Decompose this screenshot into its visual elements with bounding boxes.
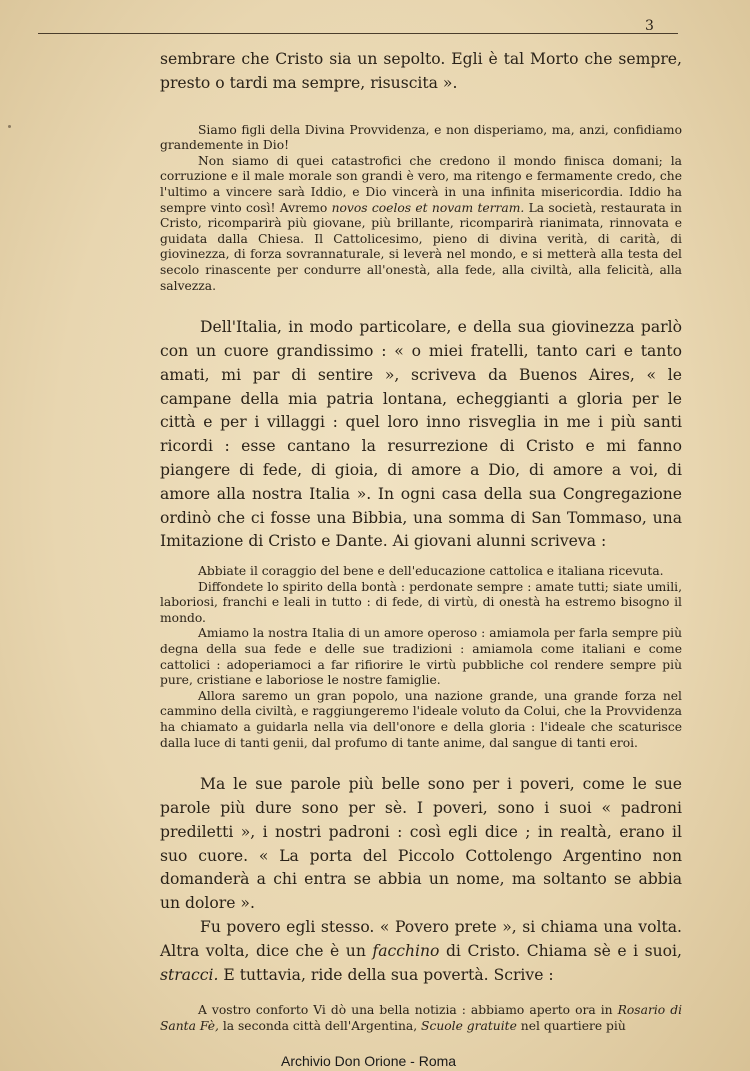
paragraph-9: Ma le sue parole più belle sono per i poveri, come le sue parole più dure sono per sè. I poveri, sono i suoi « padroni prediletti », i nostri padroni : così egli dice ; in realtà, erano il suo cuore. « La porta del Piccolo Cottolengo Argentino non domanderà a chi entra se abbia un nome, ma soltanto se abbia un dolore ». (160, 775, 682, 913)
header-rule (38, 33, 678, 34)
paragraph-1: sembrare che Cristo sia un sepolto. Egli è tal Morto che sempre, presto o tardi ma sempre, risuscita ». (160, 50, 682, 92)
text-body (160, 48, 682, 1035)
paragraph-7: Amiamo la nostra Italia di un amore operoso : amiamola per farla sempre più degna della sua fede e delle sue tradizioni : amiamola come italiani e come cattolici : adoperiamoci a far rifiorire le virtù pubbliche col rendere sempre più pure, cristiane e laboriose le nostre famiglie. (160, 626, 682, 688)
paragraph-3: Non siamo di quei catastrofici che credono il mondo finisca domani; la corruzione e il male morale son grandi è vero, ma ritengo e fermamente credo, che l'ultimo a vincere sarà Iddio, e Dio vincerà in una infinita misericordia. Iddio ha sempre vinto così! Avremo novos coelos et novam terram. La società, restaurata in Cristo, ricomparirà più giovane, più brillante, ricomparirà rianimata, rinnovata e guidata dalla Chiesa. Il Cattolicesimo, pieno di divina verità, di carità, di giovinezza, di forza sovrannaturale, si leverà nel mondo, e si metterà alla testa del secolo rinascente per condurre all'onestà, alla fede, alla civiltà, alla felicità, alla salvezza. (160, 153, 682, 293)
paper-speck (8, 125, 11, 128)
paragraph-2: Siamo figli della Divina Provvidenza, e non disperiamo, ma, anzi, confidiamo grandemente in Dio! (160, 122, 682, 153)
latin-quote: novos coelos et novam terram. (331, 200, 525, 215)
paragraph-4: Dell'Italia, in modo particolare, e della sua giovinezza parlò con un cuore grandissimo : « o miei fratelli, tanto cari e tanto amati, mi par di sentire », scriveva da Buenos Aires, « le campane della mia patria lontana, echeggianti a gloria per le città e per i villaggi : quel loro inno risveglia in me i più santi ricordi : esse cantano la resurrezione di Cristo e mi fanno piangere di fede, di gioia, di amore a Dio, di amore a voi, di amore alla nostra Italia ». In ogni casa della sua Congregazione ordinò che ci fosse una Bibbia, una somma di San Tommaso, una Imitazione di Cristo e Dante. Ai giovani alunni scriveva : (160, 318, 682, 551)
paragraph-5: Abbiate il coraggio del bene e dell'educazione cattolica e italiana ricevuta. (198, 564, 664, 579)
page-number: 3 (645, 18, 654, 34)
paragraph-10: Fu povero egli stesso. « Povero prete », si chiama una volta. Altra volta, dice che è un facchino di Cristo. Chiama sè e i suoi, stracci. E tuttavia, ride della sua povertà. Scrive : (160, 918, 682, 984)
paragraph-11: A vostro conforto Vi dò una bella notizia : abbiamo aperto ora in Rosario di Santa Fè, la seconda città dell'Argentina, Scuole gratuite nel quartiere più (160, 1003, 682, 1033)
paragraph-6: Diffondete lo spirito della bontà : perdonate sempre : amate tutti; siate umili, laboriosi, franchi e leali in tutto : di fede, di virtù, di onestà ha estremo bisogno il mondo. (160, 579, 682, 625)
archive-footer: Archivio Don Orione - Roma (281, 1053, 457, 1069)
paragraph-8: Allora saremo un gran popolo, una nazione grande, una grande forza nel cammino della civiltà, e raggiungeremo l'ideale voluto da Colui, che la Provvidenza ha chiamato a guidarla nella via dell'onore e della gloria : l'ideale che scaturisce dalla luce di tanti genii, dal profumo di tante anime, dal sangue di tanti eroi. (160, 688, 682, 750)
